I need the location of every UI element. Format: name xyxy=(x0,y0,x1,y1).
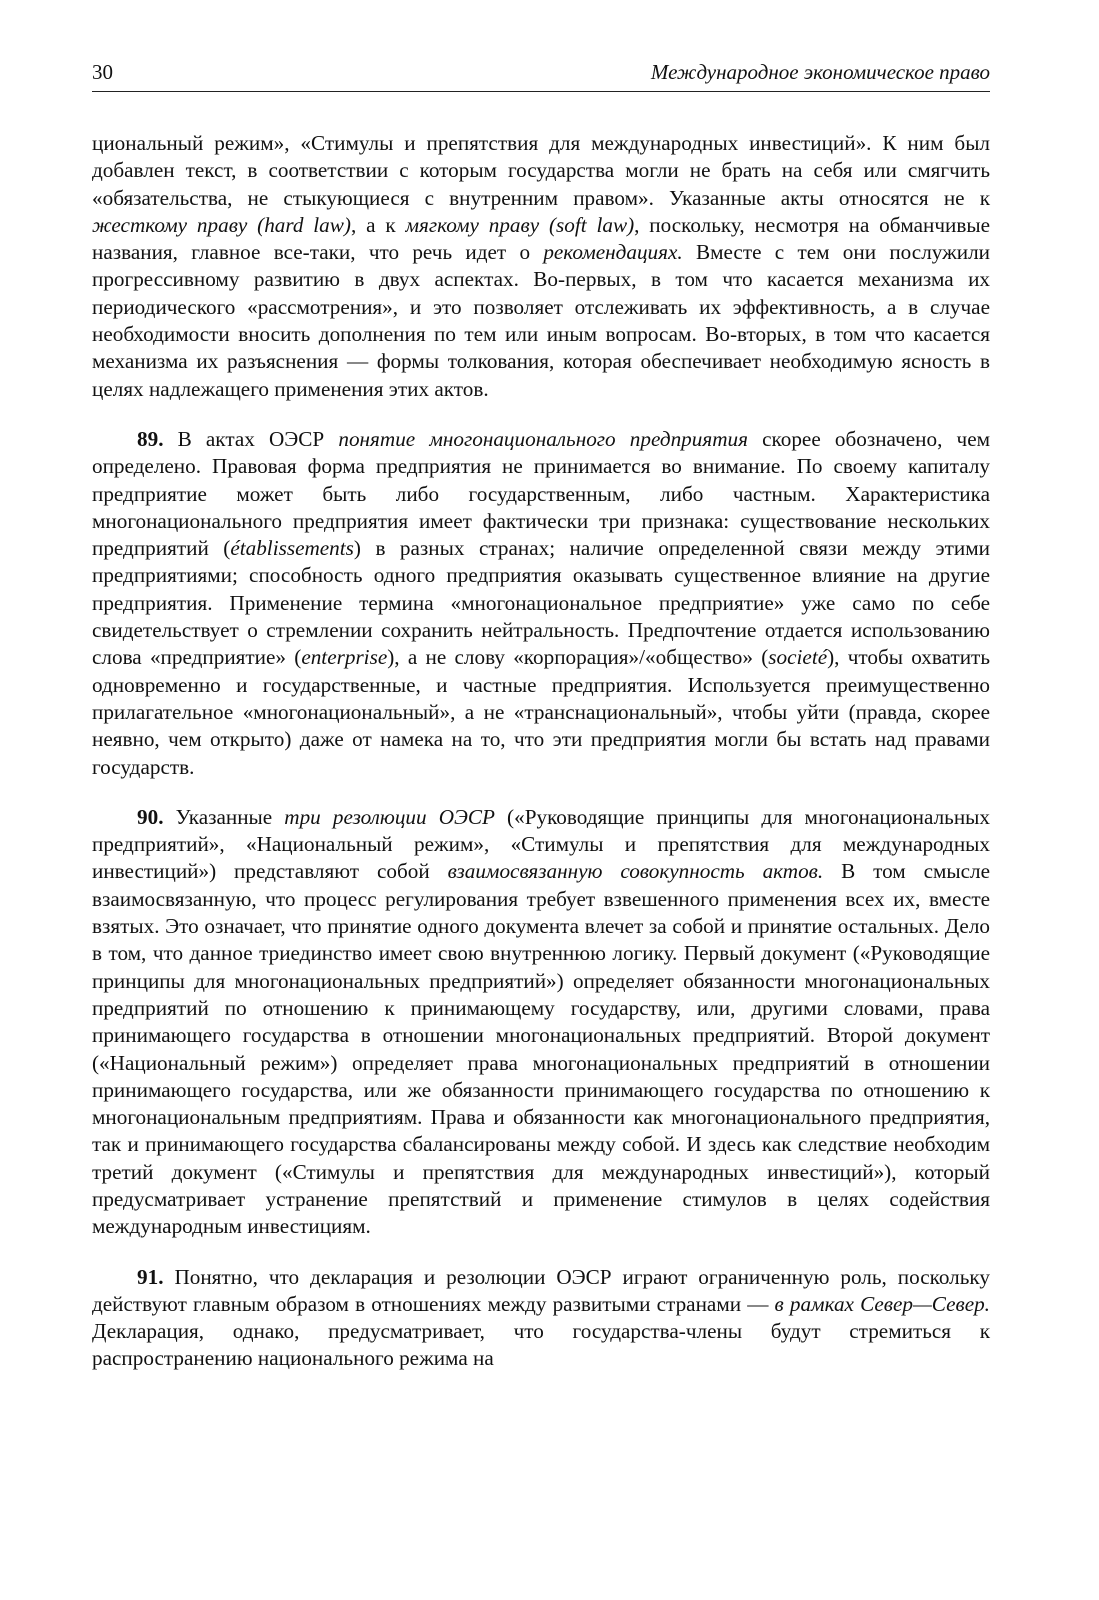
text-segment: Указанные xyxy=(163,804,285,829)
text-segment: ) в разных странах; наличие определенной связи между этими предприятиями; способность одного предприятия оказывать существенное влияние на другие предприятия. Применение термина «многонациональное предприятие» уже само по себе свидетельствует о стремлении сохранить нейтральность. Предпочтение отдается использованию слова «предприятие» ( xyxy=(92,536,990,670)
text-segment: скорее обозначено, чем определено. Правовая форма предприятия не принимается во внимание. По своему капиталу предприятие может быть либо государственным, либо частным. Характеристика многонационального предприятия имеет фактически три признака: существование нескольких предприятий ( xyxy=(92,426,991,561)
text-segment: Понятно, что декларация и резолюции ОЭСР играют ограниченную роль, поскольку действуют главным образом в отношениях между развитыми странами — xyxy=(92,1264,990,1316)
italic-text: societé xyxy=(768,645,828,670)
text-segment: ), а не слову «корпорация»/«общество» ( xyxy=(387,645,769,670)
italic-text: понятие многонационального предприятия xyxy=(338,426,748,451)
paragraph xyxy=(92,1264,990,1373)
document-page xyxy=(92,60,990,1373)
text-segment: ), чтобы охватить одновременно и государственные, и частные предприятия. Используется преимущественно прилагательное «многонациональный», а не «транснациональный», чтобы уйти (правда, скорее неявно, чем открыто) даже от намека на то, что эти предприятия могли бы встать над правами государств. xyxy=(92,645,990,779)
italic-text: établissements xyxy=(230,536,354,561)
paragraph xyxy=(92,804,990,1241)
italic-text: enterprise xyxy=(301,645,388,670)
italic-text: в рамках Север—Север. xyxy=(774,1291,990,1316)
paragraph xyxy=(92,426,990,781)
running-title: Международное экономическое право xyxy=(650,60,990,84)
text-segment: Вместе с тем они послужили прогрессивному развитию в двух аспектах. Во-первых, в том что касается механизма их периодического «рассмотрения», и это позволяет отслеживать их эффективность, а в случае необходимости вносить дополнения по тем или иным вопросам. Во-вторых, в том что касается механизма их разъяснения — формы толкования, которая обеспечивает необходимую ясность в целях надлежащего применения этих актов. xyxy=(92,240,990,401)
paragraph xyxy=(92,130,990,403)
text-segment: В актах ОЭСР xyxy=(163,426,339,451)
page-header xyxy=(92,60,990,92)
body-text xyxy=(92,130,990,1373)
text-segment: , поскольку, несмотря на обманчивые названия, главное все-таки, что речь идет о xyxy=(92,212,990,265)
paragraph-number: 89. xyxy=(137,426,164,451)
text-segment: Декларация, однако, предусматривает, что государства-члены будут стремиться к распространению национального режима на xyxy=(92,1319,990,1371)
italic-text: рекомендациях. xyxy=(543,240,683,265)
text-segment: («Руководящие принципы для многонациональных предприятий», «Национальный режим», «Стимулы и препятствия для международных инвестиций») представляют собой xyxy=(92,804,990,884)
text-segment: циональный режим», «Стимулы и препятствия для международных инвестиций». К ним был добавлен текст, в соответствии с которым государства могли не брать на себя или смягчить «обязательства, не стыкующиеся с внутренним правом». Указанные акты относятся не к xyxy=(92,131,990,210)
paragraph-number: 91. xyxy=(137,1264,164,1289)
italic-text: жесткому праву (hard law) xyxy=(92,212,351,237)
paragraph-number: 90. xyxy=(137,804,164,829)
italic-text: взаимосвязанную совокупность актов. xyxy=(447,859,824,884)
text-segment: , а к xyxy=(350,212,406,237)
page-number: 30 xyxy=(92,60,113,84)
italic-text: три резолюции ОЭСР xyxy=(284,804,495,829)
text-segment: В том смысле взаимосвязанную, что процесс регулирования требует взвешенного применения всех их, вместе взятых. Это означает, что принятие одного документа влечет за собой и принятие остальных. Дело в том, что данное триединство имеет свою внутреннюю логику. Первый документ («Руководящие принципы для многонациональных предприятий») определяет обязанности многонациональных предприятий по отношению к принимающему государству, или, другими словами, права принимающего государства в отношении многонациональных предприятий. Второй документ («Национальный режим») определяет права многонациональных предприятий в отношении принимающего государства, или же обязанности принимающего государства по отношению к многонациональным предприятиям. Права и обязанности как многонационального предприятия, так и принимающего государства сбалансированы между собой. И здесь как следствие необходим третий документ («Стимулы и препятствия для международных инвестиций»), который предусматривает устранение препятствий и применение стимулов в целях содействия международным инвестициям. xyxy=(92,859,990,1239)
italic-text: мягкому праву (soft law) xyxy=(405,212,635,237)
